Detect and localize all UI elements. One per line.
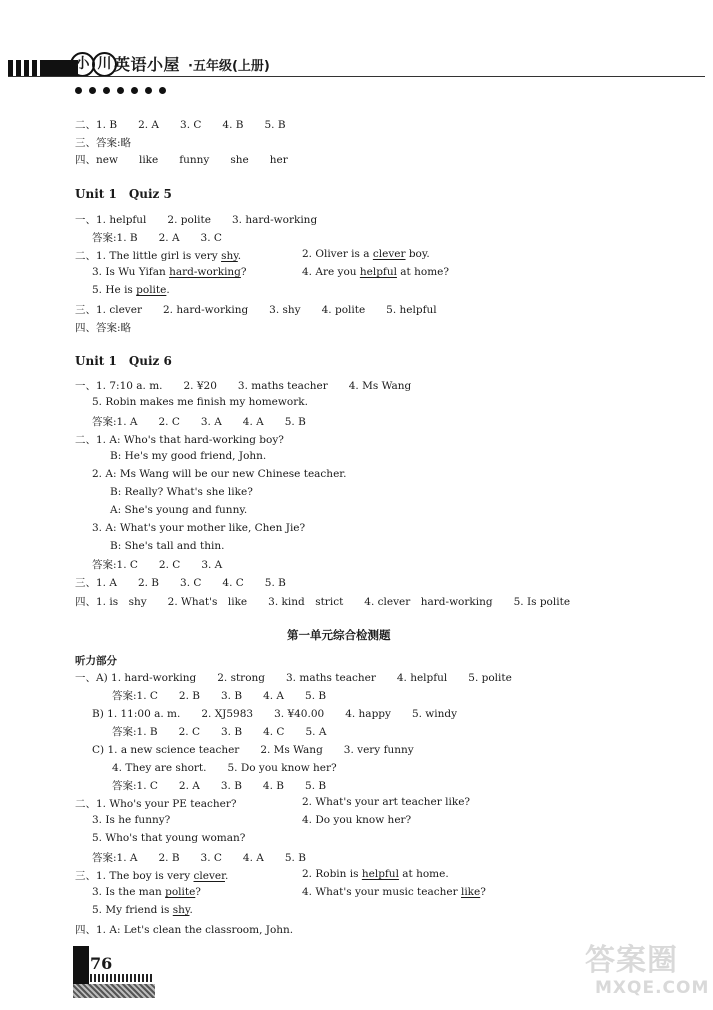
text: . [189,904,193,916]
text: ? [195,886,201,898]
page-number-block [73,946,155,998]
unit-test-title: 第一单元综合检测题 [287,628,391,642]
text: 3. Is Wu Yifan [92,266,170,278]
header-dots-decoration [75,87,166,94]
underlined-word: hard-working [169,266,241,278]
underlined-word: polite [136,284,167,296]
underlined-word: shy [172,904,190,916]
answer-line: 答案:1. A 2. B 3. C 4. A 5. B [92,852,306,864]
answer-line [302,266,449,278]
underlined-word: clever [193,870,225,882]
text: 2. Oliver is a [302,248,373,260]
answer-line: 2. What's your art teacher like? [302,796,471,808]
answer-line: 5. Who's that young woman? [92,832,246,844]
brand-logo-char-2: 川 [92,52,117,77]
answer-line: 答案:1. B 2. A 3. C [92,232,222,244]
answer-line [302,868,449,880]
answer-line: B: He's my good friend, John. [110,450,267,462]
answer-line: 四、1. is shy 2. What's like 3. kind strict 4. clever hard-working 5. Is polite [75,596,571,608]
answer-line [92,266,247,278]
text: . [166,284,170,296]
answer-line: 四、答案:略 [75,322,132,334]
listening-heading: 听力部分 [75,655,117,667]
header-divider [8,76,705,77]
text: 4. Are you [302,266,360,278]
answer-line [302,886,486,898]
answer-line: 四、new like funny she her [75,154,288,166]
text: 5. He is [92,284,137,296]
underlined-word: clever [372,248,406,260]
underlined-word: helpful [361,868,399,880]
answer-line: 一、1. helpful 2. polite 3. hard-working [75,214,318,226]
text: at home. [398,868,449,880]
page-number: 76 [90,954,113,973]
answer-line [75,868,228,883]
answer-line: 一、1. 7:10 a. m. 2. ¥20 3. maths teacher 4. Ms Wang [75,380,412,392]
answer-line: 三、答案:略 [75,137,132,149]
text: boy. [405,248,430,260]
answer-line: 5. Robin makes me finish my homework. [92,396,308,408]
text: 3. Is the man [92,886,166,898]
header-bars-decoration [8,60,78,77]
quiz5-heading: Unit 1 Quiz 5 [75,187,172,201]
book-title: 英语小屋 [114,55,181,74]
text: . [237,250,242,262]
text: at home? [396,266,449,278]
answer-line: 3. A: What's your mother like, Chen Jie? [92,522,306,534]
underlined-word: polite [165,886,196,898]
answer-line: 二、1. B 2. A 3. C 4. B 5. B [75,119,286,131]
text: . [224,870,229,882]
book-grade: ·五年级(上册) [188,59,270,74]
text: 5. My friend is [92,904,173,916]
watermark-logo: 答案圈 [585,943,678,978]
barcode-stripe [90,974,154,982]
text: ? [480,886,486,898]
footer-texture [73,984,155,998]
text: 4. What's your music teacher [302,886,461,898]
underlined-word: helpful [359,266,397,278]
text: ? [240,266,247,278]
answer-line [302,248,430,260]
answer-line: B) 1. 11:00 a. m. 2. XJ5983 3. ¥40.00 4. happy 5. windy [92,708,458,720]
underlined-word: like [460,886,481,898]
answer-line: 二、1. A: Who's that hard-working boy? [75,434,284,446]
answer-line: B: She's tall and thin. [110,540,225,552]
answer-line: 答案:1. C 2. C 3. A [92,559,223,571]
answer-line: 一、A) 1. hard-working 2. strong 3. maths teacher 4. helpful 5. polite [75,672,512,684]
answer-line [92,284,170,296]
text: 2. Robin is [302,868,362,880]
answer-line: 2. A: Ms Wang will be our new Chinese teacher. [92,468,347,480]
answer-line: 3. Is he funny? [92,814,171,826]
answer-line: 答案:1. A 2. C 3. A 4. A 5. B [92,416,306,428]
answer-line [75,248,241,263]
answer-line: 三、1. clever 2. hard-working 3. shy 4. polite 5. helpful [75,304,437,316]
answer-line: C) 1. a new science teacher 2. Ms Wang 3. very funny [92,744,414,756]
answer-line: 四、1. A: Let's clean the classroom, John. [75,924,294,936]
text: 二、1. The little girl is very [75,250,222,262]
underlined-word: shy [221,250,238,262]
answer-line: 三、1. A 2. B 3. C 4. C 5. B [75,577,286,589]
answer-line [92,904,193,916]
answer-line: 答案:1. B 2. C 3. B 4. C 5. A [112,726,327,738]
answer-line: 4. Do you know her? [302,814,412,826]
answer-line: 4. They are short. 5. Do you know her? [112,762,337,774]
answer-line [92,886,201,898]
text: 三、1. The boy is very [75,870,194,882]
answer-line: 二、1. Who's your PE teacher? [75,798,237,810]
answer-line: 答案:1. C 2. A 3. B 4. B 5. B [112,780,327,792]
brand-logo-char-1: 小 [70,52,95,77]
answer-line: B: Really? What's she like? [110,486,253,498]
answer-line: 答案:1. C 2. B 3. B 4. A 5. B [112,690,327,702]
watermark-url: MXQE.COM [595,978,710,998]
answer-line: A: She's young and funny. [110,504,248,516]
quiz6-heading: Unit 1 Quiz 6 [75,354,172,368]
